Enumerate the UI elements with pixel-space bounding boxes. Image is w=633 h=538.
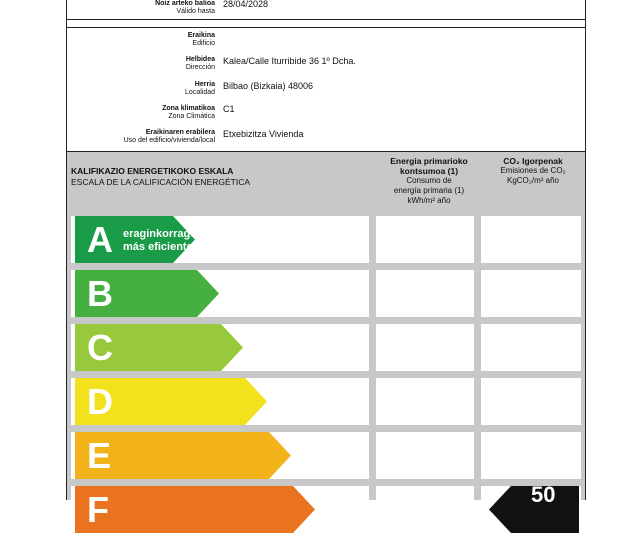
co2-rating-value: 50: [531, 482, 556, 507]
primary-energy-cell: [376, 432, 474, 479]
class-letter: E: [87, 435, 112, 476]
field-label-es: Uso del edificio/vivienda/local: [123, 137, 215, 144]
locality-label: [185, 81, 215, 97]
certificate-sheet: [66, 0, 586, 530]
building-use-label: [124, 129, 215, 145]
divider: [67, 19, 585, 20]
primary-energy-cell: [376, 324, 474, 371]
class-f-arrow: [75, 486, 315, 533]
field-label-es: Dirección: [185, 64, 215, 71]
col1-title-line2: kontsumoa (1): [399, 166, 459, 176]
field-label-es: Zona Climática: [168, 113, 215, 120]
class-c-arrow: [75, 324, 243, 371]
arrow-shape: [75, 486, 315, 533]
valid-until-value: 28/04/2028: [223, 0, 269, 9]
primary-energy-header: [375, 156, 483, 206]
class-d-arrow: [75, 378, 267, 425]
address-value: Kalea/Calle Iturribide 36 1º Dcha.: [223, 56, 356, 66]
col2-unit: KgCO₂/m² año: [506, 176, 559, 185]
divider: [67, 27, 585, 28]
building-use-value: Etxebizitza Vivienda: [223, 129, 304, 139]
most-efficient-es: más eficiente: [123, 241, 193, 253]
class-letter: D: [87, 381, 113, 422]
primary-energy-cell: [376, 486, 474, 533]
col1-sub-line2: energía primaria (1): [393, 186, 465, 195]
most-efficient-eu: eraginkorragoa: [123, 228, 204, 240]
field-label-eu: Helbidea: [185, 56, 215, 63]
energy-scale-panel: [67, 152, 585, 530]
valid-until-label-eu: Noiz arteko balioa: [155, 0, 215, 7]
primary-energy-cell: [376, 270, 474, 317]
co2-cell: [481, 432, 581, 479]
field-label-es: Edificio: [192, 40, 215, 47]
field-label-eu: Zona klimatikoa: [162, 105, 215, 112]
col1-sub-line1: Consumo de: [406, 176, 452, 185]
scale-title-eu: KALIFIKAZIO ENERGETIKOKO ESKALA: [71, 166, 234, 176]
primary-energy-cell: [376, 216, 474, 263]
most-efficient-label: [123, 228, 203, 254]
climate-zone-value: C1: [223, 104, 235, 114]
field-label-eu: Eraikinaren erabilera: [145, 129, 215, 136]
class-e-arrow: [75, 432, 291, 479]
class-letter: C: [87, 327, 113, 368]
class-letter: A: [87, 219, 113, 260]
col1-title-line1: Energia primarioko: [390, 156, 468, 166]
col1-unit: kWh/m² año: [407, 196, 451, 205]
building-label: [188, 32, 215, 48]
scale-title-es: ESCALA DE LA CALIFICACIÓN ENERGÉTICA: [71, 177, 251, 187]
valid-until-label-es: Válido hasta: [176, 8, 215, 15]
scale-title: [71, 166, 250, 188]
co2-cell: [481, 270, 581, 317]
locality-value: Bilbao (Bizkaia) 48006: [223, 81, 314, 91]
address-label: [186, 56, 215, 72]
primary-energy-cell: [376, 378, 474, 425]
co2-rating-marker: [489, 482, 579, 538]
col2-title: CO₂ Igorpenak: [503, 156, 563, 166]
co2-cell: [481, 216, 581, 263]
field-label-eu: Eraikina: [187, 32, 215, 39]
climate-zone-label: [162, 105, 215, 121]
class-a-arrow: [75, 216, 204, 263]
col2-sub: Emisiones de CO₂: [500, 166, 566, 175]
co2-cell: [481, 324, 581, 371]
class-letter: F: [87, 489, 109, 530]
co2-cell: [481, 378, 581, 425]
field-label-es: Localidad: [185, 89, 215, 96]
class-letter: B: [87, 273, 113, 314]
class-b-arrow: [75, 270, 219, 317]
valid-until-label: [155, 0, 215, 16]
field-label-eu: Herria: [194, 81, 215, 88]
co2-header: [481, 156, 585, 186]
